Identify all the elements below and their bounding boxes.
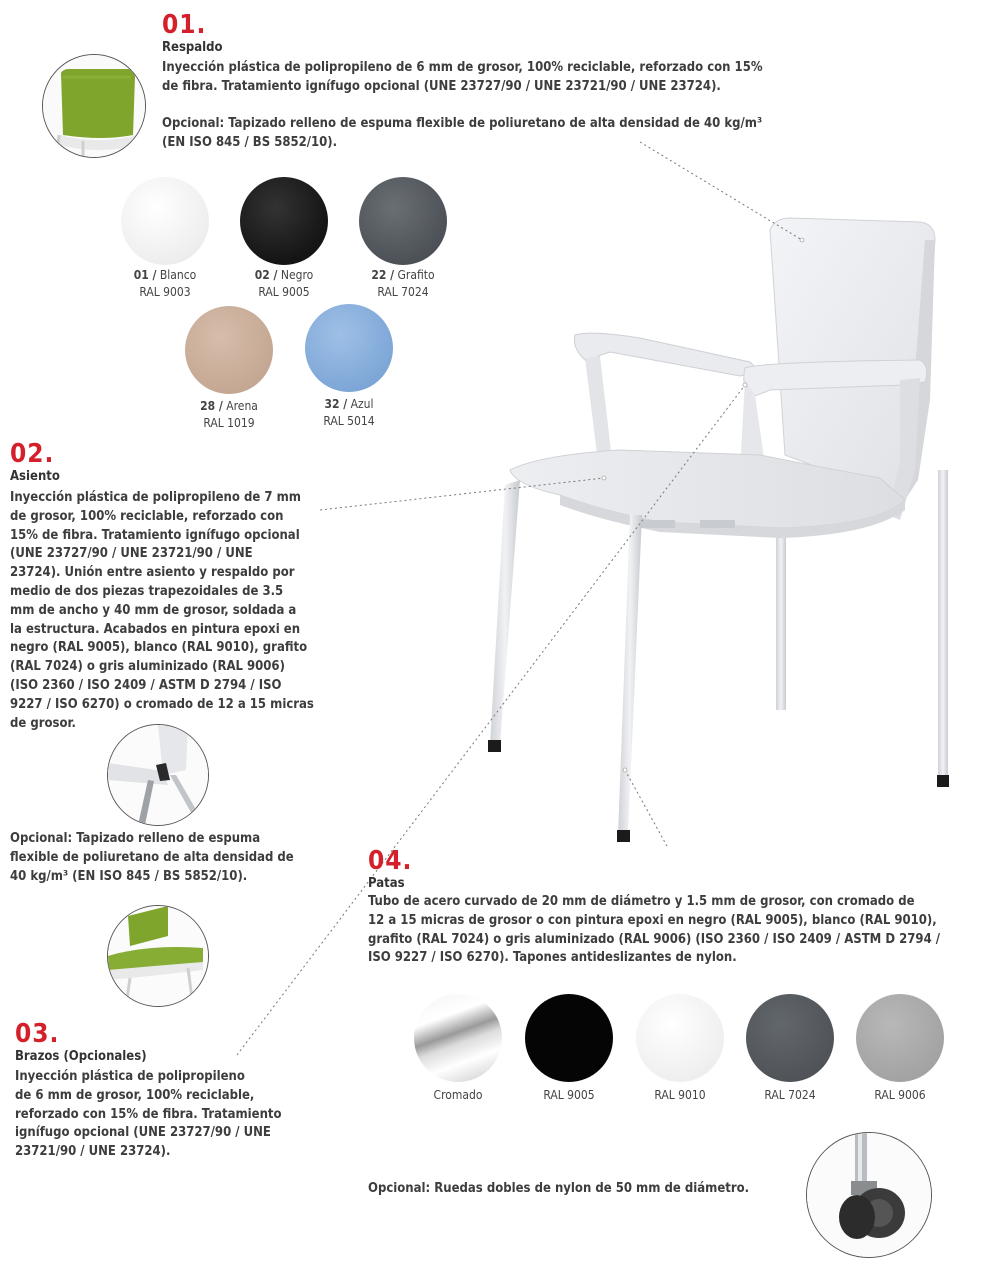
section-01-title: Respaldo [162, 40, 223, 55]
swatch-ral-7024 [746, 994, 834, 1082]
swatch-ral-9010 [636, 994, 724, 1082]
swatch-label-ral-9006: RAL 9006 [874, 1088, 926, 1102]
text-line: de grosor, 100% reciclable, reforzado con [10, 508, 284, 524]
swatch-label-ral-9005: RAL 9005 [543, 1088, 595, 1102]
text-line: negro (RAL 9005), blanco (RAL 9010), grafito [10, 640, 308, 656]
caster-thumbnail [806, 1132, 932, 1258]
text-line: Inyección plástica de polipropileno de 6 mm de grosor, 100% reciclable, reforzado con 15% [162, 60, 763, 75]
text-line: (EN ISO 845 / BS 5852/10). [162, 135, 338, 151]
text-line: (ISO 2360 / ISO 2409 / ASTM D 2794 / ISO [10, 677, 282, 693]
text-line: de grosor. [10, 715, 76, 731]
text-line: de fibra. Tratamiento ignífugo opcional (UNE 23727/90 / UNE 23721/90 / UNE 23724). [162, 78, 721, 94]
section-03-title: Brazos (Opcionales) [15, 1049, 147, 1064]
text-line: 15% de fibra. Tratamiento ignífugo opcional [10, 527, 300, 543]
swatch-ral-9005 [525, 994, 613, 1082]
section-04-text [368, 893, 993, 968]
text-line: ISO 9227 / ISO 6270). Tapones antideslizantes de nylon. [368, 950, 737, 966]
section-02-optional [10, 830, 350, 886]
swatch-ral-9006 [856, 994, 944, 1082]
section-04-title: Patas [368, 876, 405, 891]
text-line: grafito (RAL 7024) o gris aluminizado (RAL 9006) (ISO 2360 / ISO 2409 / ASTM D 2794 / [368, 931, 941, 947]
section-03-text [15, 1068, 335, 1162]
seat-joint-thumbnail [107, 724, 209, 826]
section-02-number: 02. [10, 439, 55, 469]
text-line: de 6 mm de grosor, 100% reciclable, [15, 1087, 255, 1103]
swatch-label-arena: 28 / Arena RAL 1019 [200, 399, 258, 430]
section-03-number: 03. [15, 1019, 60, 1049]
text-line: Opcional: Tapizado relleno de espuma flexible de poliuretano de alta densidad de 40 kg/m³ [162, 116, 763, 132]
text-line: 23721/90 / UNE 23724). [15, 1144, 171, 1160]
text-line: Inyección plástica de polipropileno [15, 1069, 245, 1084]
swatch-label-grafito: 22 / Grafito RAL 7024 [371, 268, 435, 299]
text-line: reforzado con 15% de fibra. Tratamiento [15, 1106, 282, 1122]
section-02-text [10, 489, 350, 733]
swatch-label-negro: 02 / Negro RAL 9005 [254, 268, 314, 299]
swatch-label-blanco: 01 / Blanco RAL 9003 [133, 268, 197, 299]
swatch-label-ral-7024: RAL 7024 [764, 1088, 816, 1102]
text-line: (UNE 23727/90 / UNE 23721/90 / UNE [10, 546, 253, 562]
text-line: Opcional: Tapizado relleno de espuma [10, 831, 261, 846]
text-line: la estructura. Acabados en pintura epoxi en [10, 621, 301, 637]
text-line: Tubo de acero curvado de 20 mm de diámetro y 1.5 mm de grosor, con cromado de [368, 894, 915, 909]
swatch-label-cromado: Cromado [433, 1088, 483, 1102]
text-line: mm de ancho y 40 mm de grosor, soldada a [10, 602, 297, 618]
swatch-cromado [414, 994, 502, 1082]
seat-upholstered-thumbnail [107, 905, 209, 1007]
swatch-label-azul: 32 / Azul RAL 5014 [323, 397, 375, 428]
swatch-label-ral-9010: RAL 9010 [654, 1088, 706, 1102]
text-line: 12 a 15 micras de grosor o con pintura epoxi en negro (RAL 9005), blanco (RAL 9010), [368, 912, 937, 928]
text-line: 23724). Unión entre asiento y respaldo por [10, 565, 295, 581]
text-line: flexible de poliuretano de alta densidad de [10, 849, 294, 865]
text-line: ignífugo opcional (UNE 23727/90 / UNE [15, 1125, 271, 1141]
text-line: (RAL 7024) o gris aluminizado (RAL 9006) [10, 659, 285, 675]
text-line: medio de dos piezas trapezoidales de 3.5 [10, 583, 284, 599]
text-line: 9227 / ISO 6270) o cromado de 12 a 15 micras [10, 696, 314, 712]
text-line: Inyección plástica de polipropileno de 7 mm [10, 490, 301, 505]
section-04-optional: Opcional: Ruedas dobles de nylon de 50 mm de diámetro. [368, 1181, 750, 1196]
section-01-number: 01. [162, 10, 207, 40]
text-line: 40 kg/m³ (EN ISO 845 / BS 5852/10). [10, 868, 248, 884]
section-02-title: Asiento [10, 469, 60, 484]
section-04-number: 04. [368, 846, 413, 876]
